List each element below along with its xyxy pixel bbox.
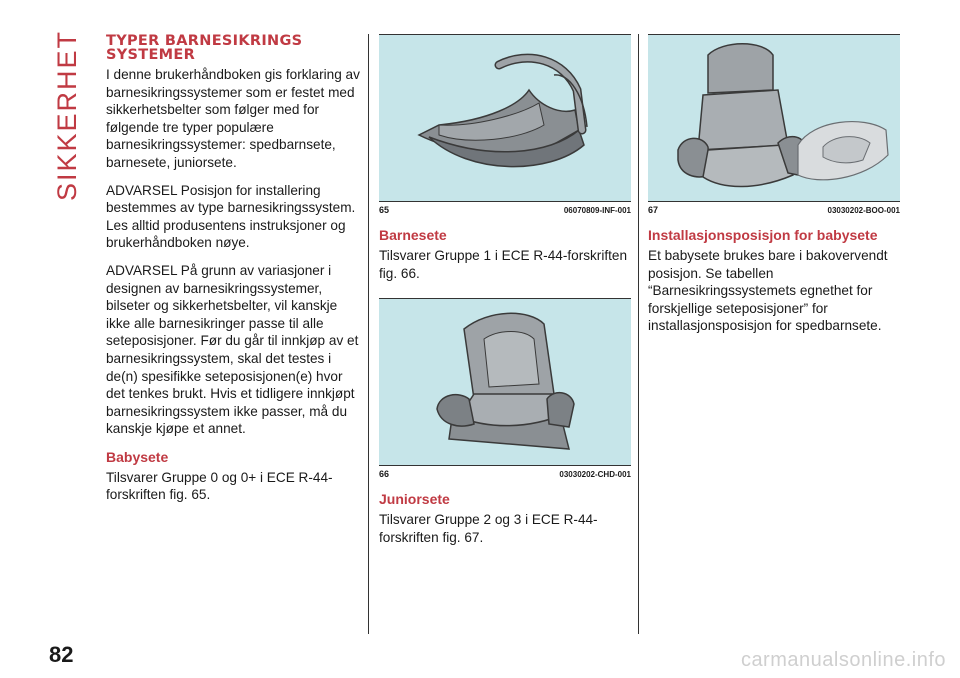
- section-title-line1: TYPER BARNESIKRINGS: [106, 33, 303, 49]
- figure-67-number: 67: [648, 205, 659, 215]
- section-title-line2: SYSTEMER: [106, 47, 196, 63]
- babysete-text: Tilsvarer Gruppe 0 og 0+ i ECE R-44-forskriften fig. 65.: [106, 469, 333, 503]
- juniorsete-text: Tilsvarer Gruppe 2 og 3 i ECE R-44-forskriften fig. 67.: [379, 512, 598, 545]
- column-divider: [368, 34, 369, 634]
- juniorsete-heading: Juniorsete: [379, 491, 450, 508]
- figure-65-number: 65: [379, 205, 390, 215]
- column-left: [106, 34, 361, 514]
- barnesete-text: Tilsvarer Gruppe 1 i ECE R-44-forskriften fig. 66.: [379, 248, 628, 281]
- infant-carrier-icon: [379, 35, 631, 201]
- figure-65-code: 06070809-INF-001: [563, 206, 631, 215]
- intro-paragraph: I denne brukerhåndboken gis forklaring av barnesikringssystemer som er festet med sikkerhetsbelter som følger med for følgende tre typer populære barnesikringssystemer: spedbarnsete, barnesete, juniorsete.: [106, 67, 360, 170]
- figure-67: [648, 34, 900, 202]
- page-number: 82: [49, 642, 74, 667]
- figure-66: [379, 298, 631, 466]
- warning-installation: ADVARSEL Posisjon for installering bestemmes av type barnesikringssystem. Les alltid produsentens instruksjoner og brukerhåndboken nøye.: [106, 182, 356, 251]
- column-middle: [379, 34, 631, 556]
- column-right: [648, 34, 900, 345]
- child-seat-icon: [379, 299, 631, 465]
- figure-66-number: 66: [379, 469, 390, 480]
- installasjon-heading: Installasjonsposisjon for babysete: [648, 227, 878, 243]
- figure-65-caption: [379, 205, 631, 216]
- figure-65: [379, 34, 631, 202]
- figure-66-caption: [379, 469, 631, 480]
- installasjon-text: Et babysete brukes bare i bakovervendt posisjon. Se tabellen “Barnesikringssystemets egnethet for forskjellige seteposisjoner” for installasjonsposisjon for spedbarnsete.: [648, 248, 888, 334]
- figure-66-code: 03030202-CHD-001: [559, 470, 631, 480]
- booster-seat-icon: [648, 35, 900, 201]
- warning-compatibility: ADVARSEL På grunn av variasjoner i designen av barnesikringssystemer, bilseter og sikkerhetsbelter, vil kanskje ikke alle barnesikringer passe til alle seteposisjoner. Før du går til innkjøp av et barnesikringssystem, skal det testes i de(n) spesifikke seteposisjonen(e) hvor det tenkes brukt. Hvis et tidligere innkjøpt barnesikringssystem ikke passer, må du kanskje kjøpe et annet.: [106, 262, 359, 437]
- section-title: [106, 34, 361, 62]
- section-label: SIKKERHET: [52, 30, 82, 202]
- babysete-heading: Babysete: [106, 448, 169, 465]
- figure-67-caption: [648, 205, 900, 216]
- figure-67-code: 03030202-BOO-001: [827, 206, 900, 215]
- watermark: carmanualsonline.info: [740, 649, 946, 671]
- column-divider: [638, 34, 639, 634]
- barnesete-heading: Barnesete: [379, 227, 447, 243]
